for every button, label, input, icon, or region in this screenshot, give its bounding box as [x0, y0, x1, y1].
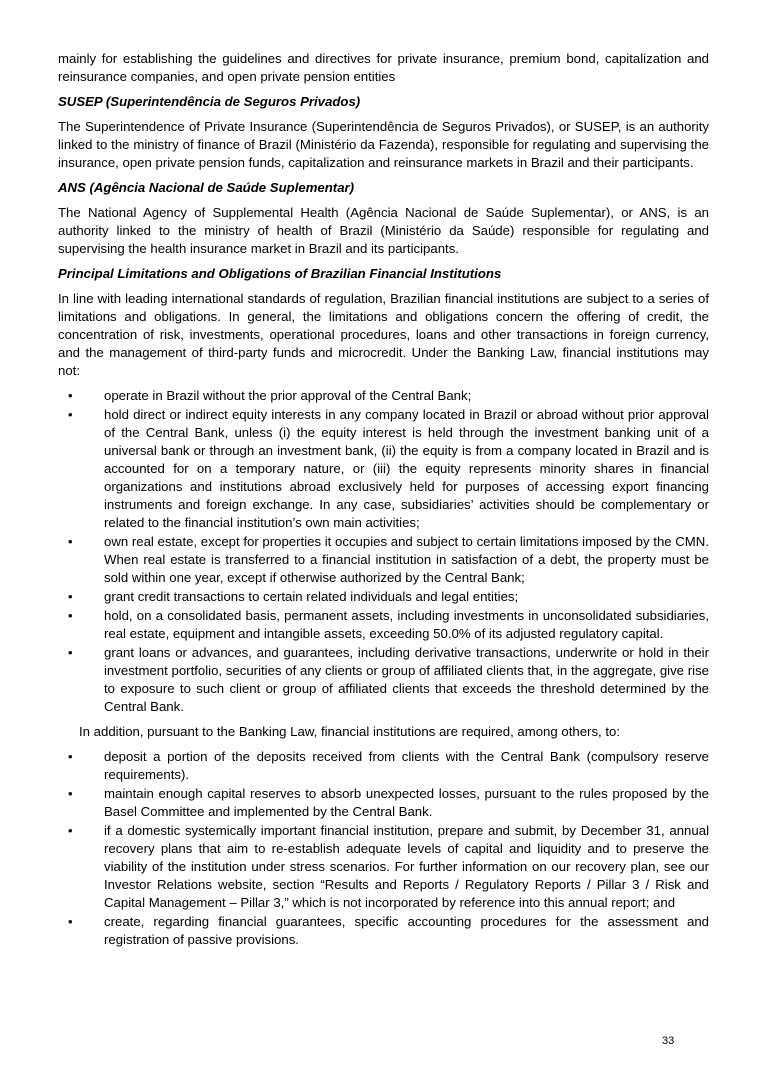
- heading-limitations: Principal Limitations and Obligations of Brazilian Financial Institutions: [58, 266, 502, 281]
- list-item: [58, 822, 709, 912]
- list-item-text: grant loans or advances, and guarantees, including derivative transactions, underwrite or hold in their investment portfolio, securities of any clients or group of affiliated clients that, in the aggregate, give rise to exposure to such client or group of affiliated clients that exceeds the threshold determined by the Central Bank.: [104, 645, 709, 714]
- heading-ans: ANS (Agência Nacional de Saúde Suplementar): [58, 180, 355, 195]
- list-item: [58, 387, 709, 405]
- required-intro: In addition, pursuant to the Banking Law, financial institutions are required, among others, to:: [79, 724, 621, 739]
- list-item: [58, 607, 709, 643]
- intro-paragraph: mainly for establishing the guidelines and directives for private insurance, premium bond, capitalization and reinsurance companies, and open private pension entities: [58, 51, 709, 84]
- bullet-icon: •: [68, 786, 73, 801]
- document-body: [58, 50, 709, 956]
- bullet-icon: •: [68, 645, 73, 660]
- list-item-text: operate in Brazil without the prior approval of the Central Bank;: [104, 388, 472, 403]
- list-item-text: grant credit transactions to certain related individuals and legal entities;: [104, 589, 519, 604]
- list-item: [58, 644, 709, 716]
- list-item: [58, 785, 709, 821]
- bullet-icon: •: [68, 534, 73, 549]
- list-item-text: deposit a portion of the deposits received from clients with the Central Bank (compulsory reserve requirements).: [104, 749, 709, 782]
- required-list: [58, 748, 709, 949]
- list-item-text: hold direct or indirect equity interests in any company located in Brazil or abroad without prior approval of the Central Bank, unless (i) the equity interest is held through the investment banking unit of a universal bank or through an investment bank, (ii) the equity is from a company located in Brazil and is accounted for on a temporary nature, or (iii) the equity represents minority shares in financial organizations and institutions abroad exclusively held for purposes of accessing export financing instruments and foreign exchange. In any case, subsidiaries’ activities should be complementary or related to the financial institution’s own main activities;: [104, 407, 709, 530]
- bullet-icon: •: [68, 608, 73, 623]
- heading-susep: SUSEP (Superintendência de Seguros Privados): [58, 94, 361, 109]
- list-item: [58, 533, 709, 587]
- list-item-text: maintain enough capital reserves to absorb unexpected losses, pursuant to the rules proposed by the Basel Committee and implemented by the Central Bank.: [104, 786, 709, 819]
- list-item-text: hold, on a consolidated basis, permanent assets, including investments in unconsolidated subsidiaries, real estate, equipment and intangible assets, exceeding 50.0% of its adjusted regulatory capital.: [104, 608, 709, 641]
- bullet-icon: •: [68, 914, 73, 929]
- page-number: 33: [662, 1035, 675, 1047]
- bullet-icon: •: [68, 407, 73, 422]
- may-not-list: [58, 387, 709, 716]
- list-item: [58, 748, 709, 784]
- bullet-icon: •: [68, 749, 73, 764]
- list-item: [58, 406, 709, 532]
- list-item: [58, 588, 709, 606]
- list-item-text: create, regarding financial guarantees, specific accounting procedures for the assessment and registration of passive provisions.: [104, 914, 709, 947]
- list-item-text: if a domestic systemically important financial institution, prepare and submit, by December 31, annual recovery plans that aim to re-establish adequate levels of capital and liquidity and to preserve the viability of the institution under stress scenarios. For further information on our recovery plan, see our Investor Relations website, section “Results and Reports / Regulatory Reports / Pillar 3 / Risk and Capital Management – Pillar 3,” which is not incorporated by reference into this annual report; and: [104, 823, 709, 910]
- bullet-icon: •: [68, 823, 73, 838]
- paragraph-ans: The National Agency of Supplemental Health (Agência Nacional de Saúde Suplementar), or ANS, is an authority linked to the ministry of health of Brazil (Ministério da Saúde) responsible for regulating and supervising the health insurance market in Brazil and its participants.: [58, 205, 709, 256]
- paragraph-susep: The Superintendence of Private Insurance (Superintendência de Seguros Privados), or SUSEP, is an authority linked to the ministry of finance of Brazil (Ministério da Fazenda), responsible for regulating and supervising the insurance, open private pension funds, capitalization and reinsurance markets in Brazil and their participants.: [58, 119, 709, 170]
- paragraph-limitations: In line with leading international standards of regulation, Brazilian financial institutions are subject to a series of limitations and obligations. In general, the limitations and obligations concern the offering of credit, the concentration of risk, investments, operational procedures, loans and other transactions in foreign currency, and the management of third-party funds and microcredit. Under the Banking Law, financial institutions may not:: [58, 291, 709, 378]
- list-item-text: own real estate, except for properties it occupies and subject to certain limitations imposed by the CMN. When real estate is transferred to a financial institution in satisfaction of a debt, the property must be sold within one year, except if otherwise authorized by the Central Bank;: [104, 534, 709, 585]
- bullet-icon: •: [68, 589, 73, 604]
- list-item: [58, 913, 709, 949]
- bullet-icon: •: [68, 388, 73, 403]
